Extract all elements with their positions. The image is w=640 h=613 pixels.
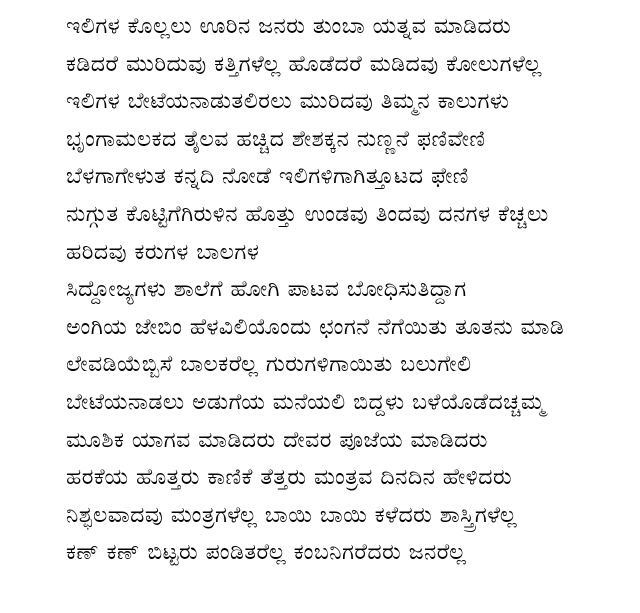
poem-line-3: ಇಲಿಗಳ ಬೇಟೆಯನಾಡುತಲಿರಲು ಮುರಿದವು ತಿಮ್ಮನ ಕಾಲುಗಳು [66, 89, 510, 115]
poem-text [66, 8, 626, 572]
poem-line-15: ಕಣ್ ಕಣ್ ಬಿಟ್ಟರು ಪಂಡಿತರೆಲ್ಲ ಕಂಬನಿಗರೆದರು ಜನರೆಲ್ಲ [66, 540, 467, 566]
poem-line-4: ಭೃಂಗಾಮಲಕದ ತೈಲವ ಹಚ್ಚಿದ ಶೇಶಕ್ಕನ ನುಣ್ಣನೆ ಫಣಿವೇಣಿ [66, 126, 486, 152]
poem-line-8: ಸಿದ್ದೋಜ್ಯಗಳು ಶಾಲೆಗೆ ಹೋಗಿ ಪಾಟವ ಬೋಧಿಸುತಿದ್ದಾಗ [66, 277, 467, 303]
poem-line-9: ಅಂಗಿಯ ಜೇಬಿಂ ಹೆಳವಿಲಿಯೊಂದು ಛಂಗನೆ ನೆಗೆಯಿತು ತೂತನು ಮಾಡಿ [66, 314, 565, 340]
poem-line-5: ಬೆಳಗಾಗೇಳುತ ಕನ್ನದಿ ನೋಡೆ ಇಲಿಗಳಿಗಾಗಿತ್ತೂಟದ ಫೇಣಿ [66, 164, 469, 190]
poem-line-12: ಮೂಶಿಕ ಯಾಗವ ಮಾಡಿದರು ದೇವರ ಪೂಜೆಯ ಮಾಡಿದರು [66, 427, 488, 453]
poem-line-2: ಕಡಿದರೆ ಮುರಿದುವು ಕತ್ತಿಗಳೆಲ್ಲ ಹೊಡೆದರೆ ಮಡಿದವು ಕೋಲುಗಳೆಲ್ಲ [66, 51, 542, 77]
poem-line-7: ಹರಿದವು ಕರುಗಳ ಬಾಲಗಳ [66, 239, 260, 265]
poem-line-6: ನುಗ್ಗುತ ಕೊಟ್ಟಿಗೆಗಿರುಳಿನ ಹೊತ್ತು ಉಂಡವು ತಿಂದವು ದನಗಳ ಕೆಚ್ಚಲು [66, 201, 549, 227]
poem-line-11: ಬೇಟೆಯನಾಡಲು ಅಡುಗೆಯ ಮನೆಯಲಿ ಬಿದ್ದಳು ಬಳೆಯೊಡೆದಚ್ಚಮ್ಮ [66, 389, 546, 415]
poem-line-14: ನಿಶ್ಫಲವಾದವು ಮಂತ್ರಗಳೆಲ್ಲ ಬಾಯಿ ಬಾಯಿ ಕಳೆದರು ಶಾಸ್ತ್ರಿಗಳೆಲ್ಲ [66, 502, 518, 528]
poem-line-10: ಲೇವಡಿಯೆಬ್ಬಿಸೆ ಬಾಲಕರೆಲ್ಲ ಗುರುಗಳಿಗಾಯಿತು ಬಲುಗೇಲಿ [66, 352, 472, 378]
poem-line-13: ಹರಕೆಯ ಹೊತ್ತರು ಕಾಣಿಕೆ ತೆತ್ತರು ಮಂತ್ರವ ದಿನದಿನ ಹೇಳಿದರು [66, 465, 513, 491]
poem-line-1: ಇಲಿಗಳ ಕೊಲ್ಲಲು ಊರಿನ ಜನರು ತುಂಬಾ ಯತ್ನವ ಮಾಡಿದರು [66, 14, 512, 39]
